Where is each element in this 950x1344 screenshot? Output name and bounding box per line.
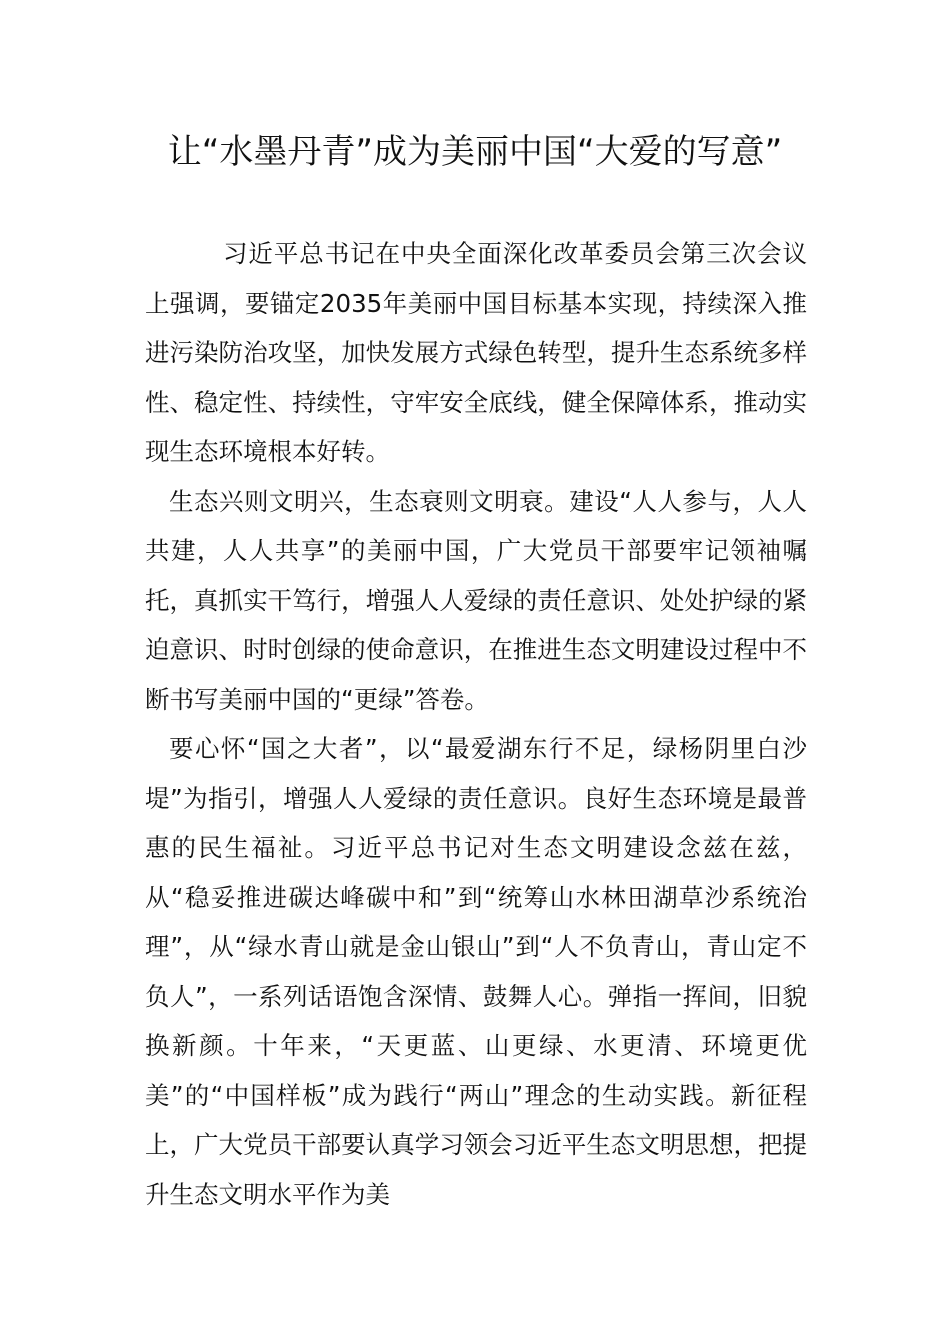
- paragraph-3: 要心怀“国之大者”，以“最爱湖东行不足，绿杨阴里白沙堤”为指引，增强人人爱绿的责任意识。良好生态环境是最普惠的民生福祉。习近平总书记对生态文明建设念兹在兹，从“稳妥推进碳达峰碳中和”到“统筹山水林田湖草沙系统治理”，从“绿水青山就是金山银山”到“人不负青山，青山定不负人”，一系列话语饱含深情、鼓舞人心。弹指一挥间，旧貌换新颜。十年来，“天更蓝、山更绿、水更清、环境更优美”的“中国样板”成为践行“两山”理念的生动实践。新征程上，广大党员干部要认真学习领会习近平生态文明思想，把提升生态文明水平作为美: [145, 734, 807, 1209]
- paragraph-2: 生态兴则文明兴，生态衰则文明衰。建设“人人参与，人人共建，人人共享”的美丽中国，广大党员干部要牢记领袖嘱托，真抓实干笃行，增强人人爱绿的责任意识、处处护绿的紧迫意识、时时创绿的使命意识，在推进生态文明建设过程中不断书写美丽中国的“更绿”答卷。: [145, 486, 807, 714]
- document-title: 让“水墨丹青”成为美丽中国“大爱的写意”: [167, 132, 783, 172]
- document-body: [145, 229, 807, 1219]
- paragraph-1: 习近平总书记在中央全面深化改革委员会第三次会议上强调，要锚定2035年美丽中国目标基本实现，持续深入推进污染防治攻坚，加快发展方式绿色转型，提升生态系统多样性、稳定性、持续性，守牢安全底线，健全保障体系，推动实现生态环境根本好转。: [145, 239, 807, 466]
